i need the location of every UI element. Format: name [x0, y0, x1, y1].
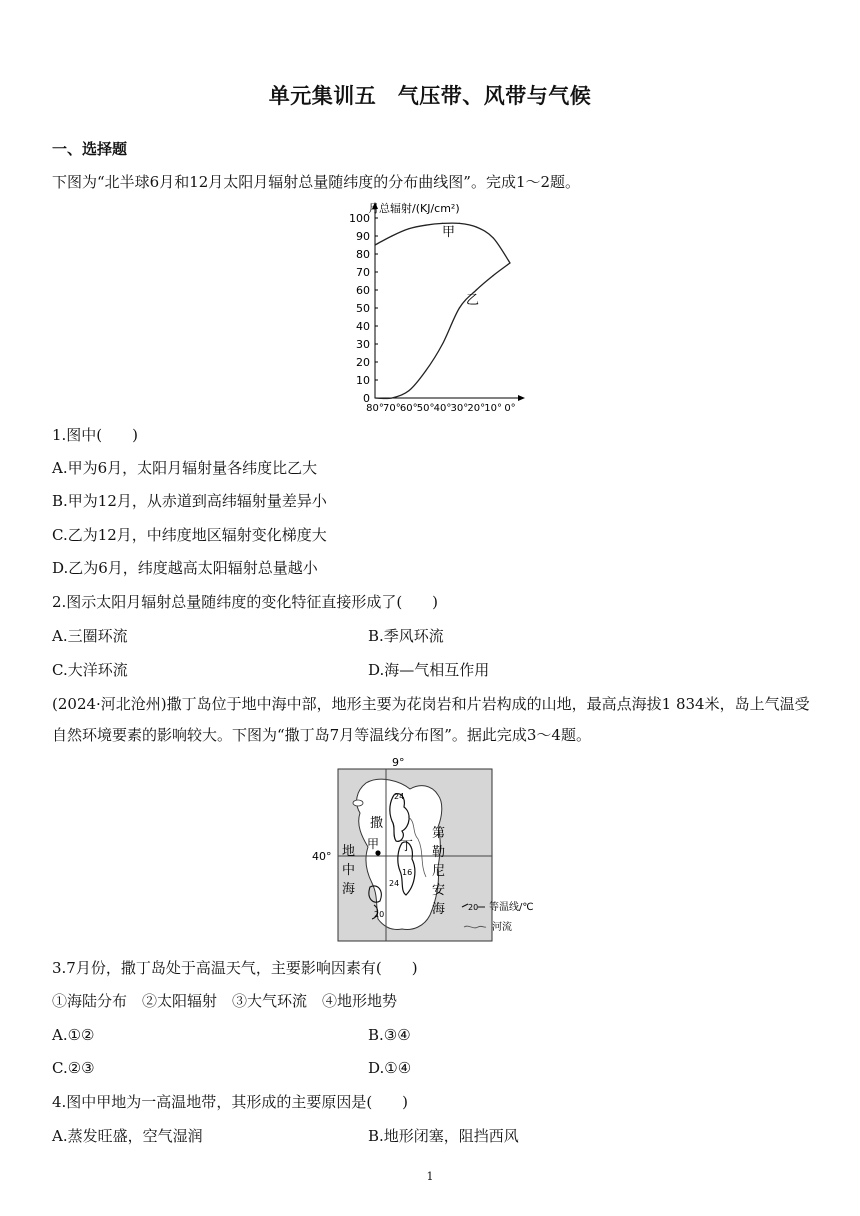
x-tick-label: 70° — [383, 403, 401, 414]
q4-option-a: A.蒸发旺盛，空气湿润 — [52, 1127, 203, 1145]
q3-option-a: A.①② — [52, 1026, 95, 1044]
islet — [353, 800, 363, 806]
page-number: 1 — [426, 1170, 434, 1183]
island-name-1: 撒 — [370, 816, 384, 831]
q3-option-d: D.①④ — [368, 1059, 412, 1077]
x-axis-arrow — [518, 395, 525, 401]
isotherm-label-20: 20 — [374, 910, 385, 919]
latitude-label: 40° — [312, 850, 332, 863]
q4-stem: 4.图中甲地为一高温地带，其形成的主要原因是( ) — [52, 1093, 409, 1111]
y-tick-label: 10 — [356, 374, 370, 387]
page-title: 单元集训五 气压带、风带与气候 — [268, 84, 592, 108]
y-tick-label: 0 — [363, 392, 370, 405]
intro-text-2: (2024·河北沧州)撒丁岛位于地中海中部，地形主要为花岗岩和片岩构成的山地，最高点海拔1 834米，岛上气温受自然环境要素的影响较大。下图为“撒丁岛7月等温线分布图”。据此完成3～4题。 — [52, 695, 810, 744]
place-jia-label: 甲 — [367, 837, 380, 851]
q3-option-c: C.②③ — [52, 1059, 95, 1077]
isotherm-label-24a: 24 — [394, 792, 405, 801]
y-tick-label: 40 — [356, 320, 370, 333]
series-label-yi: 乙 — [466, 293, 480, 308]
legend-isotherm-value: 20 — [468, 903, 479, 912]
isotherm-label-16: 16 — [402, 868, 413, 877]
q2-stem: 2.图示太阳月辐射总量随纬度的变化特征直接形成了( ) — [52, 593, 439, 611]
radiation-chart — [330, 198, 530, 416]
x-tick-label: 30° — [450, 403, 469, 414]
island-name-2: 丁 — [400, 839, 414, 854]
place-jia-dot — [375, 850, 380, 855]
series-label-jia: 甲 — [442, 225, 456, 240]
q2-option-c: C.大洋环流 — [52, 661, 128, 679]
q4-option-b: B.地形闭塞，阻挡西风 — [368, 1127, 519, 1145]
y-tick-label: 100 — [349, 212, 370, 225]
y-tick-label: 80 — [356, 248, 370, 261]
legend-river-label: 河流 — [492, 922, 512, 933]
y-tick-label: 20 — [356, 356, 370, 369]
q3-options-line: ①海陆分布 ②太阳辐射 ③大气环流 ④地形地势 — [52, 992, 398, 1010]
legend-isotherm-label: 等温线/℃ — [489, 902, 534, 913]
q1-option-a: A.甲为6月，太阳月辐射量各纬度比乙大 — [52, 459, 318, 477]
q2-option-b: B.季风环流 — [368, 627, 444, 645]
x-tick-label: 0° — [504, 403, 516, 414]
isotherm-label-24b: 24 — [389, 879, 400, 888]
q1-option-c: C.乙为12月，中纬度地区辐射变化梯度大 — [52, 526, 327, 544]
x-tick-label: 50° — [416, 403, 435, 414]
y-axis-label: 月总辐射/(KJ/cm²) — [368, 202, 460, 215]
y-tick-label: 90 — [356, 230, 370, 243]
series-line-yi — [375, 263, 510, 399]
east-sea-label: 第勒尼安海 — [432, 826, 446, 917]
q3-option-b: B.③④ — [368, 1026, 411, 1044]
q1-stem: 1.图中( ) — [52, 426, 139, 444]
y-tick-label: 30 — [356, 338, 370, 351]
x-tick-label: 60° — [399, 403, 418, 414]
q2-option-d: D.海—气相互作用 — [368, 661, 490, 679]
q1-option-b: B.甲为12月，从赤道到高纬辐射量差异小 — [52, 492, 327, 510]
y-tick-label: 70 — [356, 266, 370, 279]
longitude-label: 9° — [392, 756, 405, 769]
q3-stem: 3.7月份，撒丁岛处于高温天气，主要影响因素有( ) — [52, 959, 418, 977]
sardinia-isotherm-map — [308, 755, 558, 945]
intro-text-1: 下图为“北半球6月和12月太阳月辐射总量随纬度的分布曲线图”。完成1～2题。 — [52, 173, 581, 191]
x-tick-label: 80° — [366, 403, 384, 414]
section-heading: 一、选择题 — [52, 140, 128, 158]
west-sea-label: 地中海 — [342, 844, 356, 897]
x-tick-label: 10° — [484, 403, 502, 414]
y-tick-label: 60 — [356, 284, 370, 297]
x-tick-label: 20° — [467, 403, 486, 414]
q1-option-d: D.乙为6月，纬度越高太阳辐射总量越小 — [52, 559, 318, 577]
q2-option-a: A.三圈环流 — [52, 627, 128, 645]
y-tick-label: 50 — [356, 302, 370, 315]
x-tick-label: 40° — [433, 403, 452, 414]
